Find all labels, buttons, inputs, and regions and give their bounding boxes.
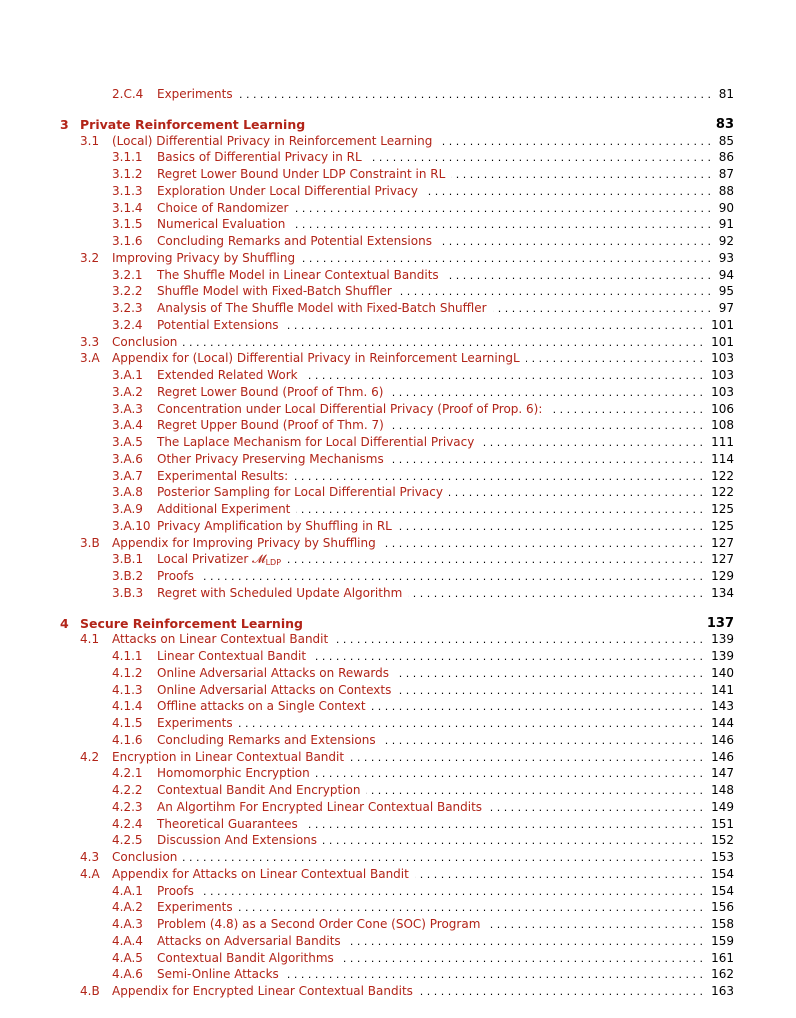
toc-entry-page: 154 bbox=[711, 883, 734, 898]
toc-leader-dots bbox=[480, 434, 703, 451]
toc-entry-title[interactable]: Contextual Bandit And Encryption bbox=[157, 783, 361, 797]
toc-leader-dots bbox=[316, 765, 703, 782]
toc-entry-title[interactable]: Offline attacks on a Single Context bbox=[157, 699, 366, 714]
toc-section[interactable] bbox=[0, 535, 796, 552]
toc-leader-dots bbox=[285, 317, 703, 334]
toc-entry-number: 4.A bbox=[80, 866, 100, 881]
toc-section[interactable] bbox=[0, 866, 796, 883]
toc-entry-page: 101 bbox=[711, 317, 734, 332]
toc-leader-dots bbox=[488, 799, 703, 816]
toc-entry-number: 3.A.3 bbox=[112, 401, 143, 416]
toc-entry-number: 3.2.2 bbox=[112, 284, 143, 299]
toc-entry-title[interactable]: Improving Privacy by Shuffling bbox=[112, 250, 296, 265]
toc-entry-title[interactable]: Contextual Bandit Algorithms bbox=[157, 950, 334, 965]
toc-leader-dots bbox=[389, 384, 703, 401]
toc-entry-page: 122 bbox=[711, 485, 734, 500]
toc-entry-number: 3.2.3 bbox=[112, 301, 143, 315]
toc-subsection[interactable] bbox=[0, 317, 796, 334]
toc-entry-title[interactable]: Encryption in Linear Contextual Bandit bbox=[112, 749, 345, 764]
toc-leader-dots bbox=[368, 149, 711, 166]
toc-subsection[interactable] bbox=[0, 665, 796, 682]
toc-entry-page: 148 bbox=[711, 783, 734, 797]
toc-subsection[interactable] bbox=[0, 715, 796, 732]
toc-entry-title[interactable]: Online Adversarial Attacks on Contexts bbox=[157, 682, 392, 697]
toc-entry-page: 94 bbox=[718, 267, 734, 282]
toc-leader-dots bbox=[445, 267, 711, 284]
toc-entry-page: 103 bbox=[711, 351, 734, 366]
toc-entry-number: 3.A.1 bbox=[112, 368, 143, 382]
toc-leader-dots bbox=[493, 300, 711, 317]
toc-entry-number: 3.1 bbox=[80, 133, 100, 148]
toc-entry-title[interactable]: Linear Contextual Bandit bbox=[157, 649, 307, 663]
toc-leader-dots bbox=[366, 782, 703, 799]
toc-leader-dots bbox=[340, 950, 703, 967]
toc-leader-dots bbox=[395, 665, 703, 682]
toc-entry-page: 95 bbox=[718, 284, 734, 299]
toc-entry-title[interactable]: Potential Extensions bbox=[157, 317, 279, 332]
toc-leader-dots bbox=[287, 551, 703, 568]
toc-entry-title[interactable]: Extended Related Work bbox=[157, 368, 298, 382]
toc-entry-title[interactable]: Discussion And Extensions bbox=[157, 833, 318, 848]
toc-leader-dots bbox=[382, 732, 703, 749]
toc-subsection[interactable] bbox=[0, 883, 796, 900]
toc-entry-page: 90 bbox=[718, 200, 734, 215]
toc-subsection[interactable] bbox=[0, 216, 796, 233]
toc-entry-page: 129 bbox=[711, 569, 734, 583]
toc-entry-title[interactable]: Concentration under Local Differential Privacy (Proof of Prop. 6): bbox=[157, 401, 543, 416]
toc-entry-number: 4.3 bbox=[80, 850, 100, 864]
toc-entry-page: 162 bbox=[711, 967, 734, 982]
toc-subsection[interactable] bbox=[0, 267, 796, 284]
toc-entry-number: 4.2.5 bbox=[112, 833, 143, 848]
toc-entry-title[interactable]: Semi-Online Attacks bbox=[157, 967, 279, 982]
toc-chapter[interactable] bbox=[0, 615, 796, 632]
toc-entry-number: 4.2.1 bbox=[112, 766, 143, 781]
toc-subsection[interactable] bbox=[0, 698, 796, 715]
toc-subsection[interactable] bbox=[0, 782, 796, 799]
toc-entry-page: 149 bbox=[711, 799, 734, 814]
toc-entry-page: 108 bbox=[711, 418, 734, 433]
toc-entry-page: 86 bbox=[718, 150, 734, 165]
toc-subsection[interactable] bbox=[0, 916, 796, 933]
toc-entry-page: 153 bbox=[711, 850, 734, 864]
toc-entry-title[interactable]: Proofs bbox=[157, 569, 194, 583]
toc-entry-page: 159 bbox=[711, 933, 734, 948]
toc-entry-title[interactable]: Secure Reinforcement Learning bbox=[80, 615, 303, 631]
toc-subsection[interactable] bbox=[0, 233, 796, 250]
toc-entry-page: 92 bbox=[718, 234, 734, 248]
toc-entry-title[interactable]: Additional Experiment bbox=[157, 502, 291, 516]
toc-entry-number: 3.1.1 bbox=[112, 150, 143, 165]
toc-subsection[interactable] bbox=[0, 585, 796, 602]
toc-entry-page: 106 bbox=[711, 401, 734, 416]
toc-entry-page: 111 bbox=[711, 435, 734, 449]
toc-entry-page: 139 bbox=[711, 649, 734, 663]
toc-entry-page: 103 bbox=[711, 384, 734, 399]
toc-entry-title[interactable]: Local Privatizer 𝓜$_{LDP}$ bbox=[157, 552, 282, 568]
toc-entry-number: 3.A.5 bbox=[112, 435, 143, 449]
toc-leader-dots bbox=[486, 916, 703, 933]
toc-entry-subscript: LDP bbox=[265, 558, 282, 568]
toc-entry-title[interactable]: Appendix for Encrypted Linear Contextual Bandits bbox=[112, 984, 413, 998]
toc-entry-number: 4.1.1 bbox=[112, 649, 143, 663]
toc-entry-number: 3.A.2 bbox=[112, 384, 143, 399]
toc-leader-dots bbox=[239, 899, 703, 916]
toc-leader-dots bbox=[398, 283, 711, 300]
toc-entry-number: 4.1.4 bbox=[112, 699, 143, 714]
toc-leader-dots bbox=[548, 401, 703, 418]
toc-entry-page: 140 bbox=[711, 665, 734, 680]
toc-leader-dots bbox=[294, 200, 711, 217]
toc-leader-dots bbox=[451, 166, 711, 183]
toc-entry-number: 3.B.1 bbox=[112, 552, 144, 567]
toc-entry-title[interactable]: Private Reinforcement Learning bbox=[80, 116, 306, 132]
toc-entry-number: 3.A bbox=[80, 351, 100, 366]
toc-entry-number: 4.1.6 bbox=[112, 732, 143, 747]
toc-entry-page: 161 bbox=[711, 950, 734, 965]
toc-subsection[interactable] bbox=[0, 283, 796, 300]
toc-entry-number: 4.1.5 bbox=[112, 716, 143, 730]
toc-section[interactable] bbox=[0, 983, 796, 1000]
toc-subsection[interactable] bbox=[0, 468, 796, 485]
toc-entry-title[interactable]: Proofs bbox=[157, 883, 194, 898]
toc-leader-dots bbox=[304, 816, 703, 833]
toc-section[interactable] bbox=[0, 133, 796, 150]
toc-entry-title[interactable]: Concluding Remarks and Extensions bbox=[157, 732, 376, 747]
toc-entry-title[interactable]: The Laplace Mechanism for Local Differential Privacy bbox=[157, 435, 475, 449]
toc-entry-title[interactable]: Posterior Sampling for Local Differential Privacy bbox=[157, 485, 443, 500]
toc-section[interactable] bbox=[0, 250, 796, 267]
toc-subsection[interactable] bbox=[0, 183, 796, 200]
toc-section[interactable] bbox=[0, 334, 796, 351]
toc-entry-page: 146 bbox=[711, 749, 734, 764]
toc-leader-dots bbox=[408, 585, 703, 602]
toc-entry-title[interactable]: Other Privacy Preserving Mechanisms bbox=[157, 451, 384, 466]
toc-leader-dots bbox=[304, 367, 703, 384]
toc-entry-title[interactable]: Privacy Amplification by Shuffling in RL bbox=[157, 518, 392, 533]
toc-leader-dots bbox=[183, 849, 703, 866]
toc-leader-dots bbox=[294, 468, 703, 485]
toc-section[interactable] bbox=[0, 749, 796, 766]
toc-entry-title[interactable]: Appendix for Attacks on Linear Contextual Bandit bbox=[112, 866, 409, 881]
toc-subsection[interactable] bbox=[0, 966, 796, 983]
toc-entry-page: 146 bbox=[711, 732, 734, 747]
toc-subsection[interactable] bbox=[0, 501, 796, 518]
toc-entry-title[interactable]: Regret Upper Bound (Proof of Thm. 7) bbox=[157, 418, 384, 433]
toc-leader-dots bbox=[438, 233, 711, 250]
toc-entry-page: 114 bbox=[711, 451, 734, 466]
toc-entry-title[interactable]: Regret with Scheduled Update Algorithm bbox=[157, 585, 403, 600]
toc-entry-number: 3.2 bbox=[80, 250, 100, 265]
toc-entry-title[interactable]: Appendix for (Local) Differential Privacy in Reinforcement LearningL bbox=[112, 351, 520, 366]
toc-leader-dots bbox=[323, 832, 703, 849]
toc-entry-page: 151 bbox=[711, 816, 734, 831]
toc-entry-page: 154 bbox=[711, 866, 734, 881]
toc-entry-number: 3.A.4 bbox=[112, 418, 143, 433]
toc-subsection[interactable] bbox=[0, 417, 796, 434]
toc-leader-dots bbox=[526, 350, 703, 367]
toc-section[interactable] bbox=[0, 849, 796, 866]
toc-subsection[interactable] bbox=[0, 648, 796, 665]
toc-entry-number: 3.1.3 bbox=[112, 183, 143, 198]
toc-entry-title[interactable]: (Local) Differential Privacy in Reinforcement Learning bbox=[112, 133, 433, 148]
toc-subsection[interactable] bbox=[0, 568, 796, 585]
toc-entry-title[interactable]: Conclusion bbox=[112, 850, 178, 864]
toc-subsection[interactable] bbox=[0, 451, 796, 468]
toc-entry-page: 93 bbox=[718, 250, 734, 265]
toc-entry-number: 3.A.7 bbox=[112, 468, 143, 483]
toc-entry-page: 137 bbox=[706, 615, 734, 631]
toc-entry-title[interactable]: An Algortihm For Encrypted Linear Contextual Bandits bbox=[157, 799, 483, 814]
toc-entry-page: 141 bbox=[711, 682, 734, 697]
toc-leader-dots bbox=[291, 216, 711, 233]
toc-entry-page: 85 bbox=[718, 133, 734, 148]
toc-entry-page: 122 bbox=[711, 468, 734, 483]
toc-entry-number: 3.1.4 bbox=[112, 200, 143, 215]
toc-entry-page: 97 bbox=[718, 301, 734, 315]
toc-entry-number: 2.C.4 bbox=[112, 87, 144, 101]
toc-entry-title[interactable]: Theoretical Guarantees bbox=[157, 816, 298, 831]
toc-leader-dots bbox=[239, 715, 703, 732]
toc-leader-dots bbox=[350, 749, 703, 766]
toc-entry-page: 91 bbox=[718, 217, 734, 232]
toc-entry-title[interactable]: Experiments bbox=[157, 716, 233, 730]
toc-entry-number: 3.A.8 bbox=[112, 485, 143, 500]
toc-leader-dots bbox=[438, 133, 711, 150]
toc-entry-title[interactable]: Regret Lower Bound Under LDP Constraint in RL bbox=[157, 167, 446, 181]
toc-entry-title[interactable]: Attacks on Adversarial Bandits bbox=[157, 933, 341, 948]
toc-entry-page: 139 bbox=[711, 632, 734, 647]
toc-subsection[interactable] bbox=[0, 682, 796, 699]
toc-section[interactable] bbox=[0, 350, 796, 367]
toc-entry-title[interactable]: Regret Lower Bound (Proof of Thm. 6) bbox=[157, 384, 384, 399]
toc-subsection[interactable] bbox=[0, 832, 796, 849]
toc-entry-number: 3.2.1 bbox=[112, 267, 143, 282]
toc-leader-dots bbox=[419, 983, 703, 1000]
toc-entry-number: 3.A.6 bbox=[112, 451, 143, 466]
toc-subsection[interactable] bbox=[0, 765, 796, 782]
toc-entry-number: 4.A.5 bbox=[112, 950, 143, 965]
toc-entry-page: 81 bbox=[718, 87, 734, 101]
toc-subsection[interactable] bbox=[0, 367, 796, 384]
toc-entry-number: 4.A.2 bbox=[112, 900, 143, 915]
toc-entry-page: 147 bbox=[711, 766, 734, 781]
toc-entry-number: 4.A.3 bbox=[112, 917, 143, 931]
toc-entry-number: 4.1.2 bbox=[112, 665, 143, 680]
toc-entry-number: 3.1.5 bbox=[112, 217, 143, 232]
toc-subsection[interactable] bbox=[0, 518, 796, 535]
toc-entry-number: 4.2.4 bbox=[112, 816, 143, 831]
toc-entry-page: 144 bbox=[711, 716, 734, 730]
toc-entry-page: 88 bbox=[718, 183, 734, 198]
toc-subsection[interactable] bbox=[0, 434, 796, 451]
toc-entry-page: 125 bbox=[711, 502, 734, 516]
toc-subsection[interactable] bbox=[0, 401, 796, 418]
toc-leader-dots bbox=[449, 484, 703, 501]
toc-entry-title[interactable]: Problem (4.8) as a Second Order Cone (SOC) Program bbox=[157, 917, 481, 931]
toc-subsection[interactable] bbox=[0, 200, 796, 217]
toc-entry-page: 158 bbox=[711, 917, 734, 931]
toc-entry-number: 4.A.4 bbox=[112, 933, 143, 948]
toc-leader-dots bbox=[415, 866, 703, 883]
toc-leader-dots bbox=[200, 568, 703, 585]
toc-entry-page: 103 bbox=[711, 368, 734, 382]
toc-leader-dots bbox=[372, 698, 703, 715]
toc-entry-number: 4.2.2 bbox=[112, 783, 143, 797]
toc-leader-dots bbox=[239, 86, 711, 103]
toc-subsection[interactable] bbox=[0, 300, 796, 317]
toc-entry-number: 4.A.6 bbox=[112, 967, 143, 982]
toc-entry-title[interactable]: Attacks on Linear Contextual Bandit bbox=[112, 632, 329, 647]
toc-entry-title[interactable]: Experiments bbox=[157, 900, 233, 915]
toc-subsection[interactable] bbox=[0, 816, 796, 833]
toc-leader-dots bbox=[390, 451, 703, 468]
toc-entry-title[interactable]: Homomorphic Encryption bbox=[157, 766, 310, 781]
toc-entry-number: 3.A.9 bbox=[112, 502, 143, 516]
toc-leader-dots bbox=[398, 518, 703, 535]
toc-entry-page: 152 bbox=[711, 833, 734, 848]
toc-entry-number: 4.B bbox=[80, 984, 100, 998]
toc-entry-page: 134 bbox=[711, 585, 734, 600]
toc-entry-title[interactable]: Conclusion bbox=[112, 334, 178, 349]
toc-entry-page: 163 bbox=[711, 984, 734, 998]
toc-leader-dots bbox=[312, 648, 703, 665]
toc-entry-title[interactable]: Analysis of The Shuffle Model with Fixed-Batch Shuffler bbox=[157, 301, 487, 315]
toc-leader-dots bbox=[301, 250, 711, 267]
toc-entry-title[interactable]: Experiments bbox=[157, 87, 233, 101]
toc-leader-dots bbox=[397, 682, 703, 699]
toc-leader-dots bbox=[296, 501, 703, 518]
toc-subsection[interactable] bbox=[0, 149, 796, 166]
toc-entry-number: 3.B.2 bbox=[112, 569, 144, 583]
toc-entry-page: 125 bbox=[711, 518, 734, 533]
toc-entry-title[interactable]: Exploration Under Local Differential Privacy bbox=[157, 183, 418, 198]
toc-entry-number: 3.B bbox=[80, 535, 100, 550]
toc-entry-number: 3.2.4 bbox=[112, 317, 143, 332]
toc-subsection[interactable] bbox=[0, 899, 796, 916]
toc-entry-number: 3.3 bbox=[80, 334, 100, 349]
toc-entry-number: 4.A.1 bbox=[112, 883, 143, 898]
toc-entry-number: 4 bbox=[60, 615, 69, 631]
toc-entry-title[interactable]: Choice of Randomizer bbox=[157, 200, 289, 215]
toc-entry-number: 3.1.6 bbox=[112, 234, 143, 248]
toc-entry-page: 87 bbox=[718, 167, 734, 181]
toc-entry-number: 4.1.3 bbox=[112, 682, 143, 697]
toc-subsection[interactable] bbox=[0, 732, 796, 749]
toc-entry-number: 3.B.3 bbox=[112, 585, 144, 600]
toc-entry-title[interactable]: Numerical Evaluation bbox=[157, 217, 286, 232]
toc-subsection[interactable] bbox=[0, 551, 796, 568]
toc-entry-number: 3.A.10 bbox=[112, 518, 151, 533]
toc-entry-number: 3 bbox=[60, 116, 69, 132]
toc-entry-title[interactable]: The Shuffle Model in Linear Contextual Bandits bbox=[157, 267, 439, 282]
toc-entry-title[interactable]: Concluding Remarks and Potential Extensions bbox=[157, 234, 432, 248]
toc-entry-title[interactable]: Appendix for Improving Privacy by Shuffling bbox=[112, 535, 376, 550]
toc-entry-title[interactable]: Basics of Differential Privacy in RL bbox=[157, 150, 362, 165]
toc-entry-number: 3.1.2 bbox=[112, 167, 143, 181]
toc-entry-page: 101 bbox=[711, 334, 734, 349]
toc-entry-title[interactable]: Experimental Results: bbox=[157, 468, 289, 483]
toc-subsection[interactable] bbox=[0, 166, 796, 183]
toc-entry-page: 127 bbox=[711, 552, 734, 567]
toc-entry-title[interactable]: Online Adversarial Attacks on Rewards bbox=[157, 665, 390, 680]
toc-entry-title[interactable]: Shuffle Model with Fixed-Batch Shuffler bbox=[157, 284, 392, 299]
toc-entry-page: 83 bbox=[715, 116, 734, 132]
toc-chapter[interactable] bbox=[0, 116, 796, 133]
toc-subsection[interactable] bbox=[0, 950, 796, 967]
toc-section[interactable] bbox=[0, 631, 796, 648]
toc-leader-dots bbox=[334, 631, 703, 648]
toc-leader-dots bbox=[347, 933, 703, 950]
toc-subsection[interactable] bbox=[0, 799, 796, 816]
toc-entry-page: 156 bbox=[711, 900, 734, 915]
toc-subsection[interactable] bbox=[0, 933, 796, 950]
toc-entry-number: 4.2 bbox=[80, 749, 100, 764]
toc-entry-page: 127 bbox=[711, 535, 734, 550]
toc-entry-number: 4.2.3 bbox=[112, 799, 143, 814]
toc-subsection[interactable] bbox=[0, 384, 796, 401]
toc-entry-page: 143 bbox=[711, 699, 734, 714]
toc-leader-dots bbox=[183, 334, 703, 351]
toc-subsection[interactable] bbox=[0, 86, 796, 103]
toc-leader-dots bbox=[424, 183, 711, 200]
toc-entry-number: 4.1 bbox=[80, 632, 100, 647]
toc-leader-dots bbox=[200, 883, 703, 900]
toc-subsection[interactable] bbox=[0, 484, 796, 501]
toc-leader-dots bbox=[390, 417, 703, 434]
toc-leader-dots bbox=[382, 535, 703, 552]
toc-leader-dots bbox=[285, 966, 703, 983]
